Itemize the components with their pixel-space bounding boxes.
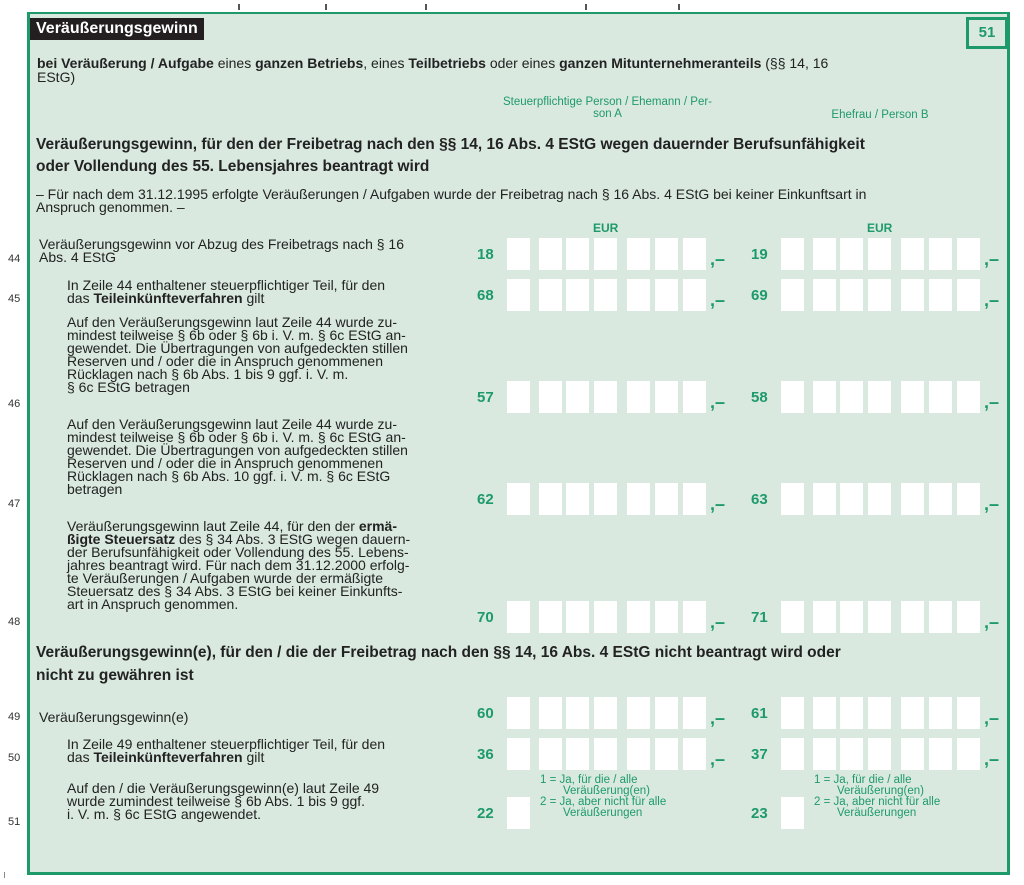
field-code: 61	[751, 705, 768, 722]
digit-input-box[interactable]	[627, 279, 650, 311]
label-line: der Berufsunfähigkeit oder Vollendung des 55. Lebens-	[67, 544, 409, 560]
digit-input-box[interactable]	[539, 483, 562, 515]
section1-heading-line2: oder Vollendung des 55. Lebensjahres beantragt wird	[36, 158, 430, 175]
row-44-label	[39, 238, 404, 264]
digit-input-box[interactable]	[594, 238, 617, 270]
option-input-box[interactable]	[507, 797, 530, 829]
option-2-line2: Veräußerungen	[837, 807, 917, 819]
section-title: Veräußerungsgewinn	[30, 18, 204, 40]
digit-input-box[interactable]	[507, 738, 530, 770]
option-legend-b	[814, 775, 940, 819]
label-line: § 6c EStG betragen	[67, 379, 190, 395]
digit-input-box[interactable]	[683, 483, 706, 515]
line-number: 51	[8, 816, 21, 828]
section1-heading-line1: Veräußerungsgewinn, für den der Freibetrag nach den §§ 14, 16 Abs. 4 EStG wegen dauernder Berufsunfähigkeit	[36, 136, 865, 153]
option-2-line1: 2 = Ja, aber nicht für alle	[814, 796, 941, 808]
digit-input-box[interactable]	[655, 697, 678, 729]
digit-input-box[interactable]	[566, 381, 589, 413]
digit-input-box[interactable]	[539, 601, 562, 633]
line-number: 47	[8, 498, 21, 510]
intro-text-line2: EStG)	[37, 69, 76, 85]
digit-input-box[interactable]	[868, 381, 891, 413]
section2-heading-line2: nicht zu gewähren ist	[36, 667, 194, 684]
digit-input-box[interactable]	[813, 238, 836, 270]
row-50-label	[67, 738, 385, 764]
digit-input-box[interactable]	[566, 601, 589, 633]
label-text: Veräußerungsgewinn laut Zeile 44, für den der	[67, 518, 359, 534]
row-46-label	[67, 316, 408, 394]
option-input-box[interactable]	[781, 797, 804, 829]
option-legend-a	[540, 775, 666, 819]
option-2-line1: 2 = Ja, aber nicht für alle	[540, 796, 667, 808]
digit-input-box[interactable]	[566, 738, 589, 770]
digit-input-box[interactable]	[868, 238, 891, 270]
label-line: betragen	[67, 481, 123, 497]
digit-input-box[interactable]	[781, 238, 804, 270]
field-code: 68	[477, 287, 494, 304]
label-line: Auf den Veräußerungsgewinn laut Zeile 44 wurde zu-	[67, 314, 397, 330]
cents-suffix: ,–	[710, 392, 726, 412]
field-code: 71	[751, 609, 768, 626]
digit-input-box[interactable]	[539, 238, 562, 270]
digit-input-box[interactable]	[655, 738, 678, 770]
label-line: gewendet. Die Übertragungen von aufgedeckten stillen	[67, 340, 408, 356]
digit-input-box[interactable]	[840, 483, 863, 515]
section2-heading-line1: Veräußerungsgewinn(e), für den / die der Freibetrag nach den §§ 14, 16 Abs. 4 EStG nicht beantragt wird oder	[36, 644, 841, 661]
row-47-label	[67, 418, 408, 496]
field-code: 60	[477, 705, 494, 722]
label-bold: ßigte Steuersatz	[67, 531, 176, 547]
line-number: 45	[8, 293, 21, 305]
digit-input-box[interactable]	[957, 483, 980, 515]
digit-input-box[interactable]	[840, 697, 863, 729]
label-text: das	[67, 290, 94, 306]
intro-text-4: (§§ 14, 16	[761, 55, 829, 71]
digit-input-box[interactable]	[840, 238, 863, 270]
intro-text-2: , eines	[363, 55, 409, 71]
label-line: te Veräußerungen / Aufgaben wurde der ermäßigte	[67, 570, 383, 586]
digit-input-box[interactable]	[901, 601, 924, 633]
field-code: 69	[751, 287, 768, 304]
digit-input-box[interactable]	[594, 738, 617, 770]
page-number-badge: 51	[966, 17, 1008, 49]
section1-note	[36, 188, 866, 214]
digit-input-box[interactable]	[594, 381, 617, 413]
digit-input-box[interactable]	[655, 238, 678, 270]
line-number: 49	[8, 711, 21, 723]
digit-input-box[interactable]	[683, 238, 706, 270]
digit-input-box[interactable]	[840, 601, 863, 633]
digit-input-box[interactable]	[627, 238, 650, 270]
digit-input-box[interactable]	[594, 601, 617, 633]
label-line: Abs. 4 EStG	[39, 249, 117, 265]
digit-input-box[interactable]	[957, 697, 980, 729]
digit-input-box[interactable]	[507, 279, 530, 311]
field-code: 70	[477, 609, 494, 626]
digit-input-box[interactable]	[507, 483, 530, 515]
digit-input-box[interactable]	[627, 697, 650, 729]
cents-suffix: ,–	[984, 494, 1000, 514]
digit-input-box[interactable]	[683, 697, 706, 729]
digit-input-box[interactable]	[507, 697, 530, 729]
cents-suffix: ,–	[984, 249, 1000, 269]
digit-input-box[interactable]	[507, 238, 530, 270]
cents-suffix: ,–	[984, 612, 1000, 632]
digit-input-box[interactable]	[901, 279, 924, 311]
digit-input-box[interactable]	[813, 279, 836, 311]
label-line: mindest teilweise § 6b oder § 6b i. V. m. § 6c EStG an-	[67, 429, 406, 445]
digit-input-box[interactable]	[627, 381, 650, 413]
field-code: 62	[477, 491, 494, 508]
digit-input-box[interactable]	[868, 697, 891, 729]
cents-suffix: ,–	[984, 392, 1000, 412]
label-line: Rücklagen nach § 6b Abs. 10 ggf. i. V. m. § 6c EStG	[67, 468, 391, 484]
field-code: 18	[477, 246, 494, 263]
digit-input-box[interactable]	[813, 601, 836, 633]
label-line: Auf den / die Veräußerungsgewinn(e) laut Zeile 49	[67, 780, 380, 796]
digit-input-box[interactable]	[781, 279, 804, 311]
digit-input-box[interactable]	[813, 483, 836, 515]
line-number: 48	[8, 616, 21, 628]
digit-input-box[interactable]	[957, 238, 980, 270]
digit-input-box[interactable]	[957, 279, 980, 311]
digit-input-box[interactable]	[813, 381, 836, 413]
digit-input-box[interactable]	[655, 279, 678, 311]
cents-suffix: ,–	[984, 749, 1000, 769]
cents-suffix: ,–	[984, 708, 1000, 728]
label-line: In Zeile 49 enthaltener steuerpflichtiger Teil, für den	[67, 736, 386, 752]
cents-suffix: ,–	[984, 290, 1000, 310]
digit-input-box[interactable]	[929, 601, 952, 633]
option-1-line1: 1 = Ja, für die / alle	[814, 774, 912, 786]
digit-input-box[interactable]	[594, 697, 617, 729]
digit-input-box[interactable]	[781, 381, 804, 413]
field-code: 63	[751, 491, 768, 508]
digit-input-box[interactable]	[929, 483, 952, 515]
section1-note-line2: Anspruch genommen. –	[36, 199, 185, 215]
digit-input-box[interactable]	[840, 381, 863, 413]
digit-input-box[interactable]	[539, 738, 562, 770]
digit-input-box[interactable]	[901, 238, 924, 270]
intro-bold-4: ganzen Mitunternehmeranteils	[559, 55, 762, 71]
digit-input-box[interactable]	[868, 483, 891, 515]
digit-input-box[interactable]	[868, 738, 891, 770]
option-1-line1: 1 = Ja, für die / alle	[540, 774, 638, 786]
digit-input-box[interactable]	[566, 238, 589, 270]
digit-input-box[interactable]	[781, 483, 804, 515]
label-text: gilt	[242, 749, 265, 765]
label-line: mindest teilweise § 6b oder § 6b i. V. m. § 6c EStG an-	[67, 327, 406, 343]
field-code: 58	[751, 389, 768, 406]
intro-bold-1: bei Veräußerung / Aufgabe	[37, 55, 214, 71]
digit-input-box[interactable]	[627, 601, 650, 633]
cents-suffix: ,–	[710, 749, 726, 769]
line-number: 50	[8, 752, 21, 764]
digit-input-box[interactable]	[868, 279, 891, 311]
column-a-line2: son A	[593, 108, 622, 120]
digit-input-box[interactable]	[929, 238, 952, 270]
option-2-line2: Veräußerungen	[563, 807, 643, 819]
digit-input-box[interactable]	[781, 697, 804, 729]
digit-input-box[interactable]	[539, 279, 562, 311]
digit-input-box[interactable]	[683, 601, 706, 633]
digit-input-box[interactable]	[957, 381, 980, 413]
label-bold: ermä-	[358, 518, 397, 534]
field-code: 37	[751, 746, 768, 763]
label-line: In Zeile 44 enthaltener steuerpflichtiger Teil, für den	[67, 277, 386, 293]
column-header-person-a	[480, 96, 735, 120]
field-code: 19	[751, 246, 768, 263]
digit-input-box[interactable]	[813, 697, 836, 729]
cents-suffix: ,–	[710, 290, 726, 310]
digit-input-box[interactable]	[539, 381, 562, 413]
label-line: Rücklagen nach § 6b Abs. 1 bis 9 ggf. i. V. m.	[67, 366, 349, 382]
row-49-label: Veräußerungsgewinn(e)	[39, 709, 189, 725]
digit-input-box[interactable]	[929, 381, 952, 413]
cents-suffix: ,–	[710, 494, 726, 514]
label-line: Reserven und / oder die in Anspruch genommenen	[67, 353, 383, 369]
digit-input-box[interactable]	[655, 601, 678, 633]
label-line: jahres beantragt wird. Für nach dem 31.12.2000 erfolg-	[67, 557, 410, 573]
label-text: gilt	[242, 290, 265, 306]
digit-input-box[interactable]	[901, 381, 924, 413]
digit-input-box[interactable]	[566, 279, 589, 311]
column-header-person-b: Ehefrau / Person B	[831, 109, 929, 121]
digit-input-box[interactable]	[901, 738, 924, 770]
row-48-label	[67, 520, 410, 611]
digit-input-box[interactable]	[683, 279, 706, 311]
label-line: gewendet. Die Übertragungen von aufgedeckten stillen	[67, 442, 408, 458]
field-code: 22	[477, 805, 494, 822]
digit-input-box[interactable]	[566, 483, 589, 515]
intro-text-3: oder eines	[485, 55, 560, 71]
field-code: 23	[751, 805, 768, 822]
label-line: Reserven und / oder die in Anspruch genommenen	[67, 455, 383, 471]
label-bold: Teileinkünfteverfahren	[93, 749, 243, 765]
digit-input-box[interactable]	[627, 483, 650, 515]
digit-input-box[interactable]	[781, 738, 804, 770]
section1-note-line1: – Für nach dem 31.12.1995 erfolgte Veräußerungen / Aufgaben wurde der Freibetrag nach § 16 Abs. 4 EStG bei keiner Einkunftsart in	[36, 186, 867, 202]
intro-text-1: eines	[213, 55, 256, 71]
digit-input-box[interactable]	[957, 601, 980, 633]
label-line: Veräußerungsgewinn vor Abzug des Freibetrags nach § 16	[39, 236, 405, 252]
label-line: art in Anspruch genommen.	[67, 596, 239, 612]
cents-suffix: ,–	[710, 249, 726, 269]
column-a-line1: Steuerpflichtige Person / Ehemann / Per-	[502, 96, 713, 108]
digit-input-box[interactable]	[901, 483, 924, 515]
digit-input-box[interactable]	[683, 381, 706, 413]
label-text: des § 34 Abs. 3 EStG wegen dauern-	[175, 531, 411, 547]
field-code: 57	[477, 389, 494, 406]
label-line: i. V. m. § 6c EStG angewendet.	[67, 806, 262, 822]
line-number: 46	[8, 398, 21, 410]
digit-input-box[interactable]	[507, 601, 530, 633]
digit-input-box[interactable]	[655, 381, 678, 413]
row-51-label	[67, 782, 379, 821]
digit-input-box[interactable]	[566, 697, 589, 729]
cents-suffix: ,–	[710, 708, 726, 728]
intro-bold-3: Teilbetriebs	[408, 55, 486, 71]
intro-bold-2: ganzen Betriebs	[255, 55, 364, 71]
label-bold: Teileinkünfteverfahren	[93, 290, 243, 306]
row-45-label	[67, 279, 385, 305]
digit-input-box[interactable]	[840, 279, 863, 311]
option-1-line2: Veräußerung(en)	[563, 785, 650, 797]
digit-input-box[interactable]	[929, 279, 952, 311]
label-line: Steuersatz des § 34 Abs. 3 EStG bei keiner Einkunfts-	[67, 583, 403, 599]
digit-input-box[interactable]	[539, 697, 562, 729]
digit-input-box[interactable]	[813, 738, 836, 770]
digit-input-box[interactable]	[655, 483, 678, 515]
digit-input-box[interactable]	[929, 738, 952, 770]
digit-input-box[interactable]	[868, 601, 891, 633]
field-code: 36	[477, 746, 494, 763]
digit-input-box[interactable]	[957, 738, 980, 770]
digit-input-box[interactable]	[594, 483, 617, 515]
digit-input-box[interactable]	[594, 279, 617, 311]
intro-text	[37, 56, 828, 84]
label-line: Auf den Veräußerungsgewinn laut Zeile 44 wurde zu-	[67, 416, 397, 432]
margin-mark	[4, 872, 5, 878]
digit-input-box[interactable]	[507, 381, 530, 413]
cents-suffix: ,–	[710, 612, 726, 632]
page-crop-marks	[0, 4, 1024, 12]
digit-input-box[interactable]	[627, 738, 650, 770]
line-number: 44	[8, 253, 21, 265]
currency-label-b: EUR	[867, 221, 893, 235]
label-line: wurde zumindest teilweise § 6b Abs. 1 bis 9 ggf.	[67, 793, 366, 809]
digit-input-box[interactable]	[781, 601, 804, 633]
digit-input-box[interactable]	[840, 738, 863, 770]
digit-input-box[interactable]	[683, 738, 706, 770]
digit-input-box[interactable]	[929, 697, 952, 729]
option-1-line2: Veräußerung(en)	[837, 785, 924, 797]
label-text: das	[67, 749, 94, 765]
digit-input-box[interactable]	[901, 697, 924, 729]
currency-label-a: EUR	[593, 221, 619, 235]
